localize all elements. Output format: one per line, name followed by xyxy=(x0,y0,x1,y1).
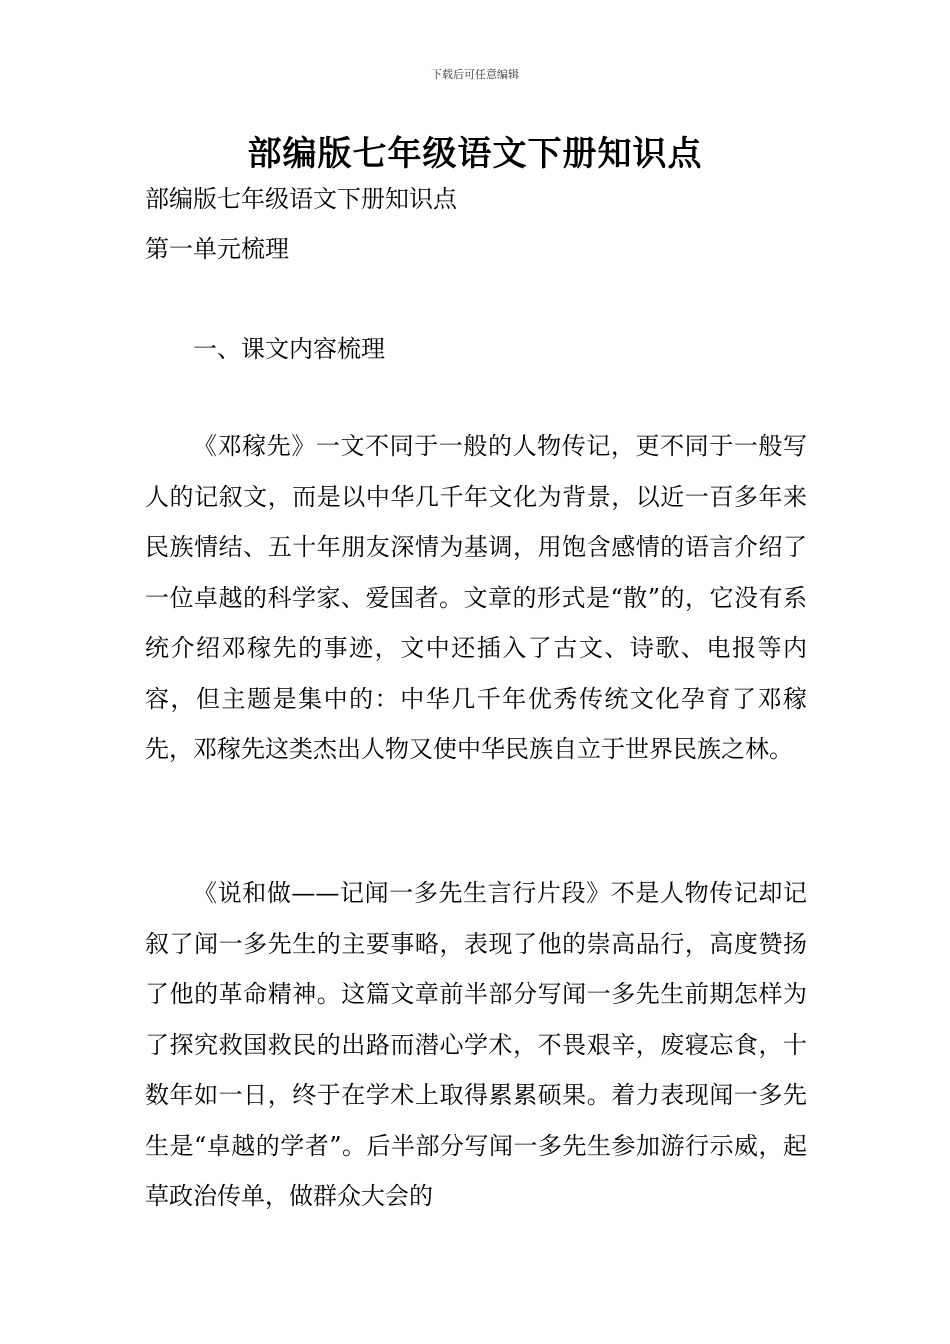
document-title: 部编版七年级语文下册知识点 xyxy=(247,134,703,174)
document-subtitle: 部编版七年级语文下册知识点 xyxy=(145,185,457,213)
paragraph-deng-jiaxian: 《邓稼先》一文不同于一般的人物传记，更不同于一般写人的记叙文，而是以中华几千年文化为背景，以近一百多年来民族情结、五十年朋友深情为基调，用饱含感情的语言介绍了一位卓越的科学家、爱国者。文章的形式是“散”的，它没有系统介绍邓稼先的事迹，文中还插入了古文、诗歌、电报等内容，但主题是集中的：中华几千年优秀传统文化孕育了邓稼先，邓稼先这类杰出人物又使中华民族自立于世界民族之林。 xyxy=(145,432,807,763)
section-heading: 一、课文内容梳理 xyxy=(193,335,385,363)
header-note: 下载后可任意编辑 xyxy=(431,68,519,81)
paragraph-wen-yiduo: 《说和做——记闻一多先生言行片段》不是人物传记却记叙了闻一多先生的主要事略，表现了他的崇高品行，高度赞扬了他的革命精神。这篇文章前半部分写闻一多先生前期怎样为了探究救国救民的出路而潜心学术，不畏艰辛，废寝忘食，十数年如一日，终于在学术上取得累累硕果。着力表现闻一多先生是“卓越的学者”。后半部分写闻一多先生参加游行示威，起草政治传单，做群众大会的 xyxy=(145,879,807,1210)
unit-heading: 第一单元梳理 xyxy=(145,235,289,263)
